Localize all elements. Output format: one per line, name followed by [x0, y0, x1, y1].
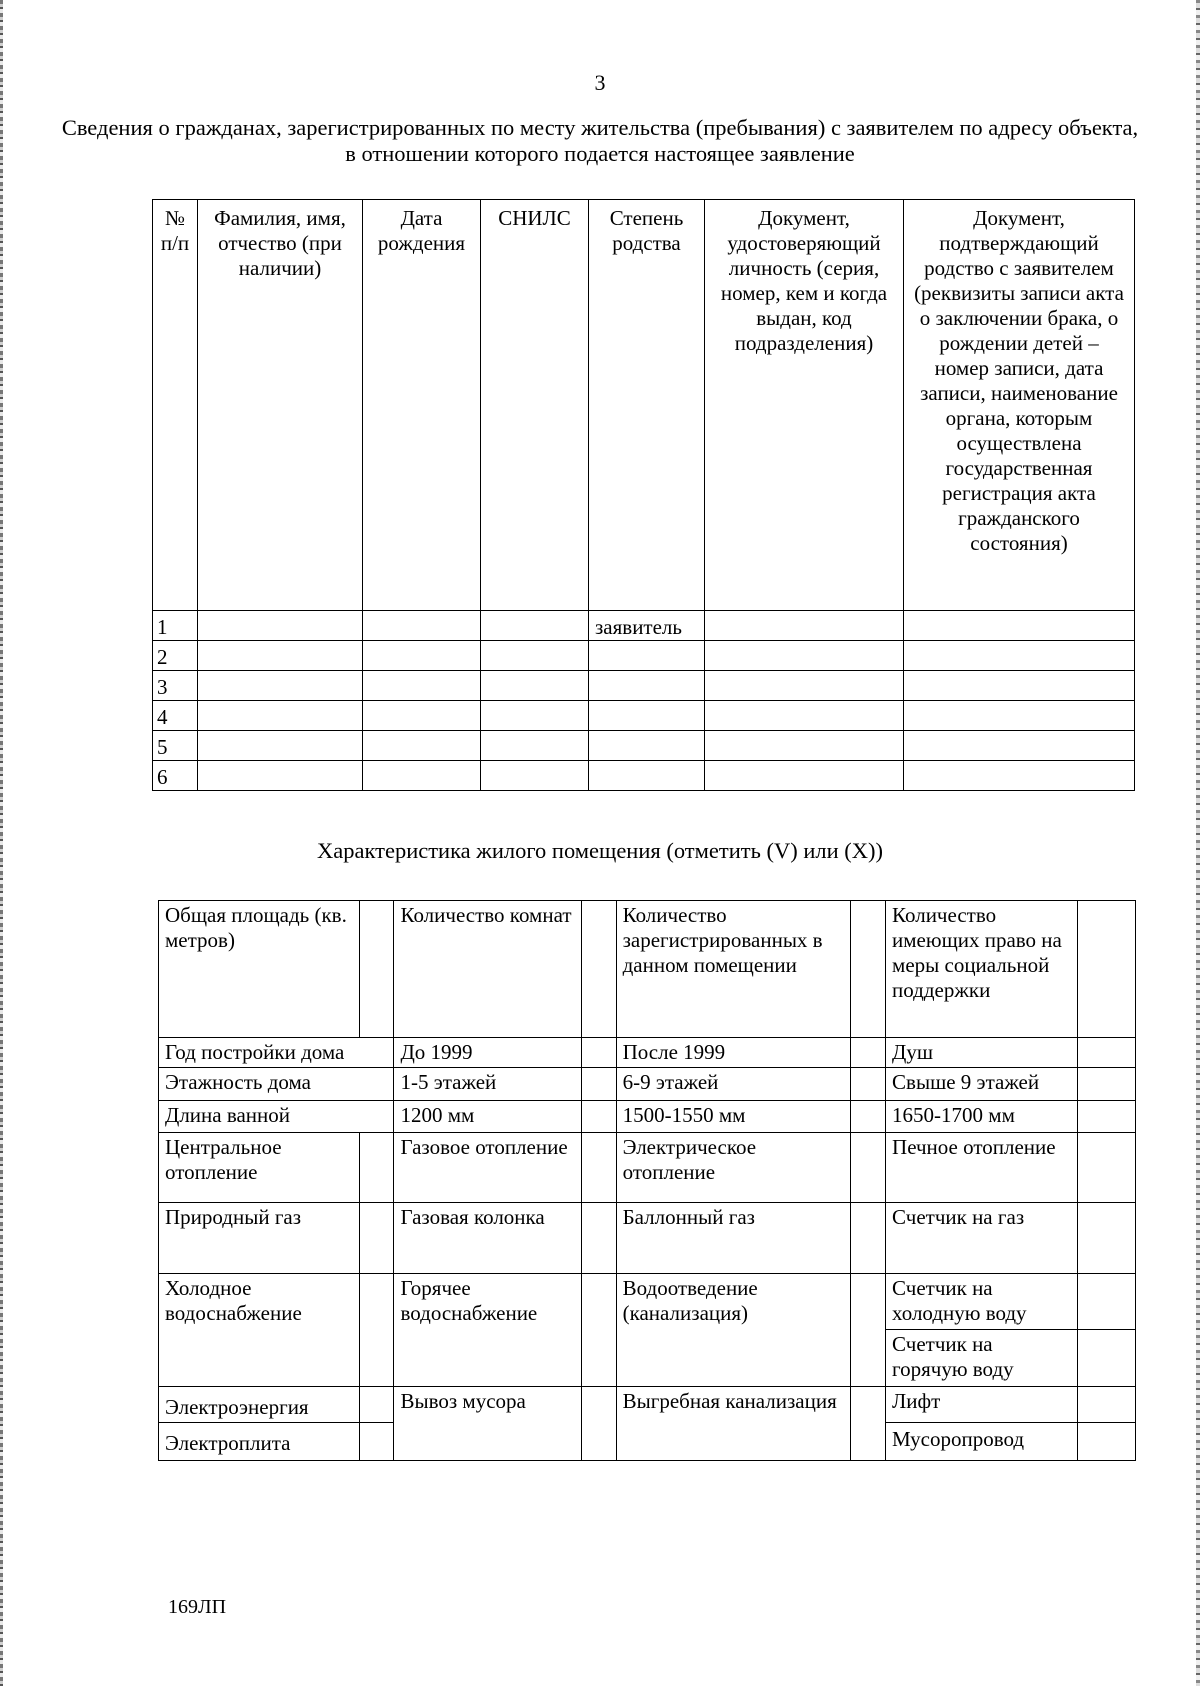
natural-gas-label: Природный газ — [159, 1203, 360, 1274]
name-cell[interactable] — [198, 641, 363, 671]
relation-cell[interactable] — [589, 731, 705, 761]
snils-cell[interactable] — [481, 701, 589, 731]
row-number: 4 — [153, 701, 198, 731]
support-label: Количество имеющих право на меры социальной поддержки — [886, 901, 1078, 1038]
name-cell[interactable] — [198, 761, 363, 791]
bottled-gas-label: Баллонный газ — [616, 1203, 850, 1274]
electric-heating-checkbox[interactable] — [851, 1133, 886, 1203]
header-snils: СНИЛС — [481, 200, 589, 611]
garbage-checkbox[interactable] — [581, 1387, 616, 1461]
row-number: 1 — [153, 611, 198, 641]
table-row — [153, 671, 1135, 701]
after-1999-checkbox[interactable] — [851, 1038, 886, 1068]
shower-checkbox[interactable] — [1078, 1038, 1136, 1068]
relation-cell[interactable] — [589, 671, 705, 701]
id-document-cell[interactable] — [705, 641, 904, 671]
id-document-cell[interactable] — [705, 731, 904, 761]
table-row — [153, 701, 1135, 731]
floors-9-plus-label: Свыше 9 этажей — [886, 1068, 1078, 1101]
housing-row — [159, 1038, 1136, 1068]
hot-water-label: Горячее водоснабжение — [394, 1274, 581, 1387]
citizens-table-header — [153, 200, 1135, 611]
bath-1200-checkbox[interactable] — [581, 1101, 616, 1133]
shower-label: Душ — [886, 1038, 1078, 1068]
id-document-cell[interactable] — [705, 701, 904, 731]
header-num: № п/п — [153, 200, 198, 611]
bath-length-label: Длина ванной — [159, 1101, 394, 1133]
cold-meter-checkbox[interactable] — [1078, 1274, 1136, 1330]
name-cell[interactable] — [198, 671, 363, 701]
relation-cell[interactable]: заявитель — [589, 611, 705, 641]
garbage-label: Вывоз мусора — [394, 1387, 581, 1461]
before-1999-checkbox[interactable] — [581, 1038, 616, 1068]
housing-row — [159, 1133, 1136, 1203]
name-cell[interactable] — [198, 731, 363, 761]
electricity-checkbox[interactable] — [359, 1387, 394, 1423]
elevator-checkbox[interactable] — [1078, 1387, 1136, 1423]
floors-6-9-checkbox[interactable] — [851, 1068, 886, 1101]
housing-table — [158, 900, 1136, 1461]
hot-water-checkbox[interactable] — [581, 1274, 616, 1387]
cesspool-label: Выгребная канализация — [616, 1387, 850, 1461]
bath-1650-checkbox[interactable] — [1078, 1101, 1136, 1133]
birth-date-cell[interactable] — [363, 611, 481, 641]
table-row — [153, 641, 1135, 671]
registered-label: Количество зарегистрированных в данном помещении — [616, 901, 850, 1038]
birth-date-cell[interactable] — [363, 671, 481, 701]
header-id-document: Документ, удостоверяющий личность (серия, номер, кем и когда выдан, код подразделения) — [705, 200, 904, 611]
birth-date-cell[interactable] — [363, 761, 481, 791]
name-cell[interactable] — [198, 611, 363, 641]
housing-row — [159, 1387, 1136, 1423]
total-area-label: Общая площадь (кв. метров) — [159, 901, 360, 1038]
kinship-document-cell[interactable] — [904, 761, 1135, 791]
electric-heating-label: Электрическое отопление — [616, 1133, 850, 1203]
kinship-document-cell[interactable] — [904, 671, 1135, 701]
gas-meter-checkbox[interactable] — [1078, 1203, 1136, 1274]
bath-1500-checkbox[interactable] — [851, 1101, 886, 1133]
kinship-document-cell[interactable] — [904, 611, 1135, 641]
housing-row — [159, 1274, 1136, 1330]
kinship-document-cell[interactable] — [904, 731, 1135, 761]
hot-meter-checkbox[interactable] — [1078, 1330, 1136, 1387]
rooms-label: Количество комнат — [394, 901, 581, 1038]
snils-cell[interactable] — [481, 671, 589, 701]
before-1999-label: До 1999 — [394, 1038, 581, 1068]
kinship-document-cell[interactable] — [904, 701, 1135, 731]
floors-1-5-checkbox[interactable] — [581, 1068, 616, 1101]
gas-meter-label: Счетчик на газ — [886, 1203, 1078, 1274]
hot-meter-label: Счетчик на горячую воду — [886, 1330, 1078, 1387]
floors-9-plus-checkbox[interactable] — [1078, 1068, 1136, 1101]
bath-1500-label: 1500-1550 мм — [616, 1101, 850, 1133]
snils-cell[interactable] — [481, 761, 589, 791]
table-row — [153, 731, 1135, 761]
name-cell[interactable] — [198, 701, 363, 731]
row-number: 2 — [153, 641, 198, 671]
gas-heater-label: Газовая колонка — [394, 1203, 581, 1274]
elevator-label: Лифт — [886, 1387, 1078, 1423]
table-row — [153, 611, 1135, 641]
registered-value[interactable] — [851, 901, 886, 1038]
stove-heating-label: Печное отопление — [886, 1133, 1078, 1203]
housing-row — [159, 1068, 1136, 1101]
kinship-document-cell[interactable] — [904, 641, 1135, 671]
snils-cell[interactable] — [481, 731, 589, 761]
header-kinship-document: Документ, подтверждающий родство с заявителем (реквизиты записи акта о заключении брака, о рождении детей – номер записи, дата записи, наименование органа, которым осуществлена государственная регистрация акта гражданского состояния) — [904, 200, 1135, 611]
row-number: 5 — [153, 731, 198, 761]
housing-row — [159, 1203, 1136, 1274]
gas-heater-checkbox[interactable] — [581, 1203, 616, 1274]
table-row — [153, 761, 1135, 791]
total-area-value[interactable] — [359, 901, 394, 1038]
build-year-label: Год постройки дома — [159, 1038, 394, 1068]
cold-meter-label: Счетчик на холодную воду — [886, 1274, 1078, 1330]
gas-heating-label: Газовое отопление — [394, 1133, 581, 1203]
row-number: 6 — [153, 761, 198, 791]
chute-checkbox[interactable] — [1078, 1423, 1136, 1461]
birth-date-cell[interactable] — [363, 641, 481, 671]
citizens-section-title: Сведения о гражданах, зарегистрированных по месту жительства (пребывания) с заявителем по адресу объекта, в отношении которого подается настоящее заявление — [61, 115, 1139, 166]
floors-6-9-label: 6-9 этажей — [616, 1068, 850, 1101]
footer-code: 169ЛП — [168, 1596, 227, 1618]
snils-cell[interactable] — [481, 611, 589, 641]
cold-water-checkbox[interactable] — [359, 1274, 394, 1387]
central-heating-label: Центральное отопление — [159, 1133, 360, 1203]
electricity-label: Электроэнергия — [159, 1387, 360, 1423]
housing-section-title: Характеристика жилого помещения (отметить (V) или (X)) — [317, 838, 883, 863]
after-1999-label: После 1999 — [616, 1038, 850, 1068]
sewerage-checkbox[interactable] — [851, 1274, 886, 1387]
sewerage-label: Водоотведение (канализация) — [616, 1274, 850, 1387]
bottled-gas-checkbox[interactable] — [851, 1203, 886, 1274]
housing-row — [159, 1101, 1136, 1133]
bath-1200-label: 1200 мм — [394, 1101, 581, 1133]
relation-cell[interactable] — [589, 701, 705, 731]
gas-heating-checkbox[interactable] — [581, 1133, 616, 1203]
chute-label: Мусоропровод — [886, 1423, 1078, 1461]
birth-date-cell[interactable] — [363, 701, 481, 731]
row-number: 3 — [153, 671, 198, 701]
cold-water-label: Холодное водоснабжение — [159, 1274, 360, 1387]
birth-date-cell[interactable] — [363, 731, 481, 761]
header-name: Фамилия, имя, отчество (при наличии) — [198, 200, 363, 611]
relation-cell[interactable] — [589, 641, 705, 671]
citizens-table — [152, 199, 1135, 791]
cesspool-checkbox[interactable] — [851, 1387, 886, 1461]
rooms-value[interactable] — [581, 901, 616, 1038]
floors-1-5-label: 1-5 этажей — [394, 1068, 581, 1101]
central-heating-checkbox[interactable] — [359, 1133, 394, 1203]
id-document-cell[interactable] — [705, 671, 904, 701]
electric-stove-checkbox[interactable] — [359, 1423, 394, 1461]
floors-label: Этажность дома — [159, 1068, 394, 1101]
stove-heating-checkbox[interactable] — [1078, 1133, 1136, 1203]
header-birth-date: Дата рождения — [363, 200, 481, 611]
page-number: 3 — [594, 70, 606, 95]
housing-row — [159, 901, 1136, 1038]
id-document-cell[interactable] — [705, 611, 904, 641]
relation-cell[interactable] — [589, 761, 705, 791]
bath-1650-label: 1650-1700 мм — [886, 1101, 1078, 1133]
natural-gas-checkbox[interactable] — [359, 1203, 394, 1274]
id-document-cell[interactable] — [705, 761, 904, 791]
header-relation: Степень родства — [589, 200, 705, 611]
electric-stove-label: Электроплита — [159, 1423, 360, 1461]
snils-cell[interactable] — [481, 641, 589, 671]
support-value[interactable] — [1078, 901, 1136, 1038]
